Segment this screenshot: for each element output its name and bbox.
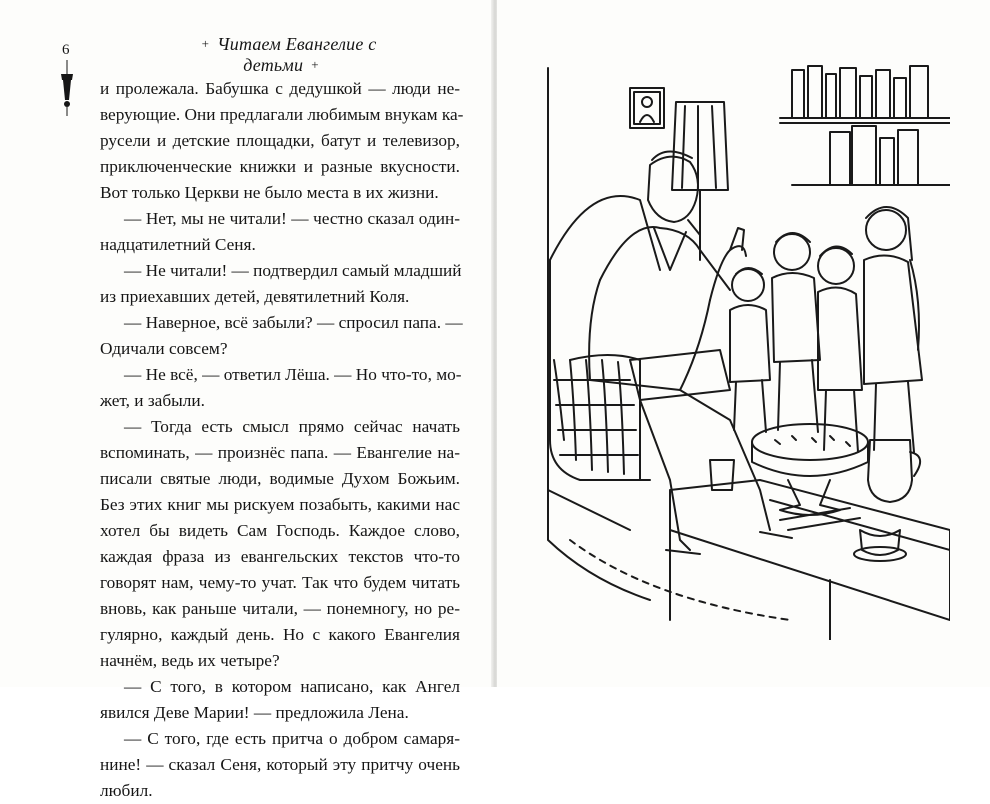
text-line: Вот только Церкви не было места в их жизни. (100, 183, 439, 202)
text-line: надцатилетний Сеня. (100, 235, 256, 254)
text-line: Без этих книг мы рискуем позабыть, какими нас (100, 495, 460, 514)
water-jug (868, 440, 920, 502)
text-line: — С того, где есть притча о добром самаря- (124, 729, 460, 748)
text-line: — Тогда есть смысл прямо сейчас начать (124, 417, 460, 436)
hanging-lamp-icon (57, 60, 77, 118)
wall-floor-line (548, 490, 630, 530)
bookshelf (780, 66, 950, 185)
page-number: 6 (62, 42, 70, 58)
text-line: — Не читали! — подтвердил самый младший (124, 261, 462, 280)
child-boy-older (818, 246, 862, 452)
body-text (100, 76, 464, 804)
floor-lamp (672, 102, 728, 260)
text-line: начнём, ведь их четыре? (100, 651, 280, 670)
text-line: нине! — сказал Сеня, который эту притчу очень (100, 755, 460, 774)
cake-on-stand (752, 424, 868, 515)
knife-and-spoon (780, 508, 860, 530)
text-line: из приехавших детей, девятилетний Коля. (100, 287, 410, 306)
text-line: хотел бы видеть Сам Господь. Каждое слово, (100, 521, 460, 540)
wall-icon-picture (630, 88, 664, 128)
text-line: — С того, в котором написано, как Ангел (124, 677, 460, 696)
text-line: — Наверное, всё забыли? — спросил папа. — (124, 313, 463, 332)
text-line: любил. (100, 781, 153, 800)
text-line: русели и детские площадки, батут и телевизор, (100, 131, 460, 150)
text-line: явился Деве Марии! — предложила Лена. (100, 703, 409, 722)
child-boy-small (730, 268, 770, 432)
armchair (550, 196, 660, 480)
child-boy-middle (772, 233, 820, 432)
ornament-cross-left: + (201, 36, 210, 51)
text-line: верующие. Они предлагали любимым внукам ка- (100, 105, 464, 124)
text-line: Одичали совсем? (100, 339, 228, 358)
text-line: и пролежала. Бабушка с дедушкой — люди не- (100, 79, 460, 98)
left-page (0, 0, 493, 800)
coffee-table (670, 480, 950, 640)
text-line: — Нет, мы не читали! — честно сказал один- (124, 209, 460, 228)
illustration-family-reading-scene (530, 60, 950, 640)
text-line: вспоминать, — произнёс папа. — Евангелие на- (100, 443, 460, 462)
room-corner-line (548, 68, 650, 600)
text-line: каждая фраза из евангельских текстов что-то (100, 547, 460, 566)
text-line: вновь, как раньше читали, — понемногу, но ре- (100, 599, 460, 618)
text-line: писали святые люди, водимые Духом Божьим. (100, 469, 460, 488)
text-line: гулярно, каждый день. Но с какого Евангелия (100, 625, 460, 644)
text-line: жет, и забыли. (100, 391, 205, 410)
text-line: — Не всё, — ответил Лёша. — Но что-то, мо- (124, 365, 462, 384)
text-line: говорят нам, чему-то учат. Так что будем читать (100, 573, 460, 592)
running-head-title: Читаем Евангелие с детьми (217, 34, 377, 75)
child-girl (864, 207, 922, 452)
running-head (160, 34, 410, 76)
father-figure (589, 151, 792, 554)
ornament-cross-right: + (311, 57, 319, 72)
text-line: приключенческие книжки и разные вкусности. (100, 157, 460, 176)
